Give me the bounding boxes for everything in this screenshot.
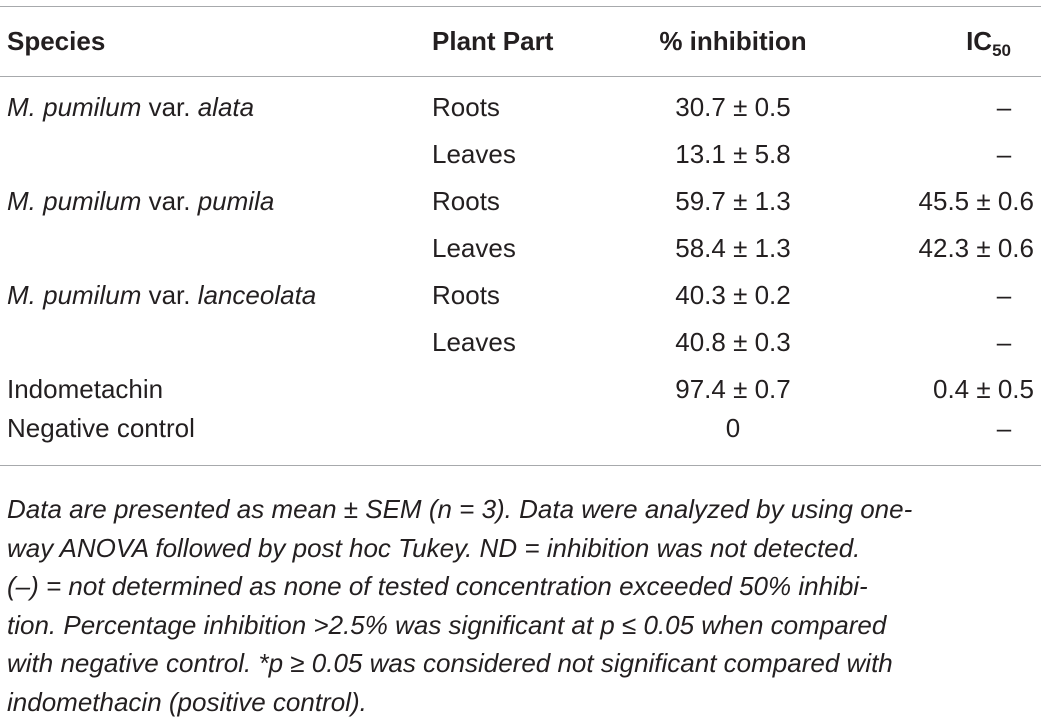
plant-part-cell: Leaves [432,319,597,366]
header-ic50-sub: 50 [992,41,1011,60]
header-inhibition: % inhibition [597,7,869,77]
ic50-cell [869,413,1041,466]
table-footnote [7,490,1035,721]
inhibition-cell: 0 [597,413,869,466]
plant-part-cell: Roots [432,272,597,319]
inhibition-cell: 58.4 ± 1.3 [597,225,869,272]
inhibition-cell: 59.7 ± 1.3 [597,178,869,225]
ic50-cell [869,131,1041,178]
ic50-value: – [971,413,1037,444]
plant-part-cell: Roots [432,77,597,132]
species-var: var. [141,186,197,216]
species-var: var. [141,92,197,122]
species-genus: M. pumilum [7,92,141,122]
plant-part-cell: Leaves [432,225,597,272]
table-row [0,319,1041,366]
ic50-value: – [971,327,1037,358]
species-variety: alata [198,92,254,122]
footnote-line: Data are presented as mean ± SEM (n = 3). Data were analyzed by using one- [7,490,1035,529]
ic50-cell: 45.5 ± 0.6 [869,178,1041,225]
plant-part-cell: Leaves [432,131,597,178]
inhibition-cell: 30.7 ± 0.5 [597,77,869,132]
footnote-line: (–) = not determined as none of tested concentration exceeded 50% inhibi- [7,567,1035,606]
ic50-cell: 42.3 ± 0.6 [869,225,1041,272]
inhibition-cell: 40.8 ± 0.3 [597,319,869,366]
species-cell [0,319,432,366]
species-cell [0,77,432,132]
species-genus: M. pumilum [7,280,141,310]
header-plant-part: Plant Part [432,7,597,77]
table-row [0,131,1041,178]
table-row [0,413,1041,466]
ic50-value: – [971,92,1037,123]
table-row [0,178,1041,225]
footnote-line: way ANOVA followed by post hoc Tukey. ND = inhibition was not detected. [7,529,1035,568]
species-var: var. [141,280,197,310]
ic50-cell [869,272,1041,319]
ic50-cell [869,77,1041,132]
plant-part-cell: Roots [432,178,597,225]
footnote-line: tion. Percentage inhibition >2.5% was significant at p ≤ 0.05 when compared [7,606,1035,645]
footnote-line: with negative control. *p ≥ 0.05 was considered not significant compared with [7,644,1035,683]
table-row [0,77,1041,132]
ic50-cell: 0.4 ± 0.5 [869,366,1041,413]
species-cell [0,272,432,319]
species-cell [0,225,432,272]
table-row [0,272,1041,319]
species-variety: lanceolata [198,280,317,310]
header-species: Species [0,7,432,77]
inhibition-cell: 13.1 ± 5.8 [597,131,869,178]
inhibition-cell: 40.3 ± 0.2 [597,272,869,319]
species-genus: M. pumilum [7,186,141,216]
plant-part-cell [432,413,597,466]
ic50-value: – [971,139,1037,170]
species-cell [0,178,432,225]
species-cell: Indometachin [0,366,432,413]
table-row [0,366,1041,413]
header-row [0,7,1041,77]
data-table [0,6,1041,466]
inhibition-cell: 97.4 ± 0.7 [597,366,869,413]
ic50-value: – [971,280,1037,311]
plant-part-cell [432,366,597,413]
species-cell [0,131,432,178]
ic50-cell [869,319,1041,366]
table-row [0,225,1041,272]
species-cell: Negative control [0,413,432,466]
species-variety: pumila [198,186,275,216]
footnote-line: indomethacin (positive control). [7,683,1035,721]
header-ic50 [869,7,1041,77]
header-ic50-main: IC [966,26,992,56]
